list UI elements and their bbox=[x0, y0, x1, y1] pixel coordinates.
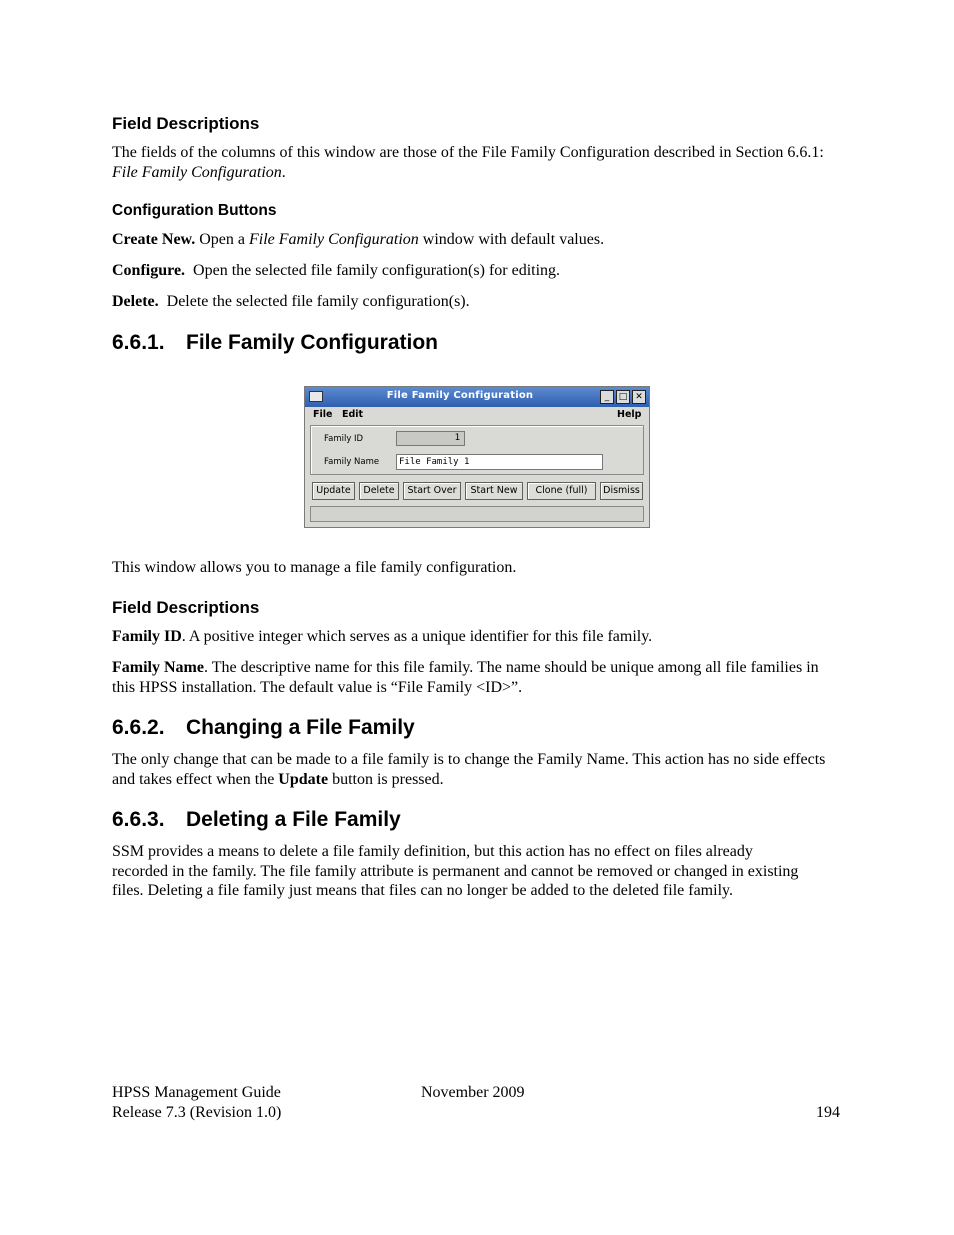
section-title: Changing a File Family bbox=[186, 716, 415, 739]
dismiss-button[interactable]: Dismiss bbox=[600, 482, 643, 500]
window-status-bar bbox=[310, 506, 644, 522]
family-id-label: Family ID bbox=[324, 434, 364, 444]
family-id-description bbox=[112, 627, 842, 647]
clone-full-button[interactable]: Clone (full) bbox=[527, 482, 596, 500]
create-new-description bbox=[112, 230, 842, 250]
field-panel bbox=[310, 425, 644, 475]
window-menubar bbox=[305, 407, 649, 423]
start-new-button[interactable]: Start New bbox=[465, 482, 523, 500]
family-name-description bbox=[112, 658, 842, 697]
delete-term: Delete. bbox=[112, 293, 159, 310]
section-title: File Family Configuration bbox=[186, 331, 439, 354]
section-reference: File Family Configuration bbox=[112, 163, 282, 181]
family-name-label: Family Name bbox=[324, 457, 380, 467]
field-descriptions-heading-2: Field Descriptions bbox=[112, 598, 260, 617]
footer-date: November 2009 bbox=[421, 1084, 525, 1101]
menu-file[interactable]: File bbox=[313, 409, 333, 420]
family-name-input[interactable]: File Family 1 bbox=[396, 454, 603, 470]
update-term: Update bbox=[278, 770, 329, 788]
menu-edit[interactable]: Edit bbox=[342, 409, 364, 420]
file-family-configuration-window bbox=[304, 386, 650, 528]
deleting-paragraph: SSM provides a means to delete a file family definition, but this action has no effect on files already recorded in the family. The file family attribute is permanent and cannot be removed or changed in existing files. Deleting a file family just means that files can no longer be added to the deleted file family. bbox=[112, 843, 799, 899]
section-6-6-2-heading bbox=[112, 716, 415, 740]
paragraph-end: . bbox=[281, 163, 286, 181]
section-title: Deleting a File Family bbox=[186, 808, 401, 831]
configure-text: Open the selected file family configuration(s) for editing. bbox=[185, 262, 561, 279]
changing-paragraph bbox=[112, 750, 842, 789]
create-new-term: Create New. bbox=[112, 231, 196, 248]
window-reference: File Family Configuration bbox=[249, 231, 419, 248]
create-new-text: Open a bbox=[195, 231, 249, 248]
close-icon[interactable]: ✕ bbox=[632, 390, 646, 404]
family-id-text: . A positive integer which serves as a unique identifier for this file family. bbox=[181, 628, 653, 645]
section-number: 6.6.2. bbox=[112, 716, 165, 739]
page-number: 194 bbox=[816, 1104, 840, 1121]
update-button[interactable]: Update bbox=[312, 482, 355, 500]
section-6-6-1-heading bbox=[112, 331, 438, 355]
menu-help[interactable]: Help bbox=[617, 409, 642, 420]
family-id-term: Family ID bbox=[112, 628, 182, 645]
family-id-field: 1 bbox=[396, 431, 465, 446]
family-name-text: . The descriptive name for this file family. The name should be unique among all file families in this HPSS installation. The default value is “File Family <ID>”. bbox=[112, 659, 819, 696]
delete-text: Delete the selected file family configuration(s). bbox=[158, 293, 470, 310]
delete-button[interactable]: Delete bbox=[359, 482, 399, 500]
section-6-6-3-heading bbox=[112, 808, 401, 832]
family-name-term: Family Name bbox=[112, 659, 204, 676]
delete-description bbox=[112, 292, 842, 312]
window-button-row bbox=[310, 482, 644, 502]
configuration-buttons-heading: Configuration Buttons bbox=[112, 202, 277, 219]
section-number: 6.6.1. bbox=[112, 331, 165, 354]
section-number: 6.6.3. bbox=[112, 808, 165, 831]
footer-release: Release 7.3 (Revision 1.0) bbox=[112, 1104, 282, 1121]
configure-term: Configure. bbox=[112, 262, 186, 279]
create-new-text-end: window with default values. bbox=[418, 231, 605, 248]
maximize-icon[interactable]: □ bbox=[616, 390, 630, 404]
field-descriptions-paragraph bbox=[112, 143, 842, 182]
paragraph-text: The only change that can be made to a file family is to change the Family Name. This action has no side effects and takes effect when the bbox=[112, 751, 826, 788]
start-over-button[interactable]: Start Over bbox=[403, 482, 461, 500]
footer-guide-title: HPSS Management Guide bbox=[112, 1084, 281, 1101]
field-descriptions-heading: Field Descriptions bbox=[112, 114, 260, 133]
paragraph-text: The fields of the columns of this window are those of the File Family Configuration described in Section 6.6.1: bbox=[112, 144, 824, 161]
window-title: File Family Configuration bbox=[386, 390, 534, 401]
window-titlebar bbox=[305, 387, 649, 407]
paragraph-end: button is pressed. bbox=[328, 770, 444, 788]
window-caption: This window allows you to manage a file family configuration. bbox=[112, 559, 517, 576]
minimize-icon[interactable]: _ bbox=[600, 390, 614, 404]
configure-description bbox=[112, 261, 842, 281]
